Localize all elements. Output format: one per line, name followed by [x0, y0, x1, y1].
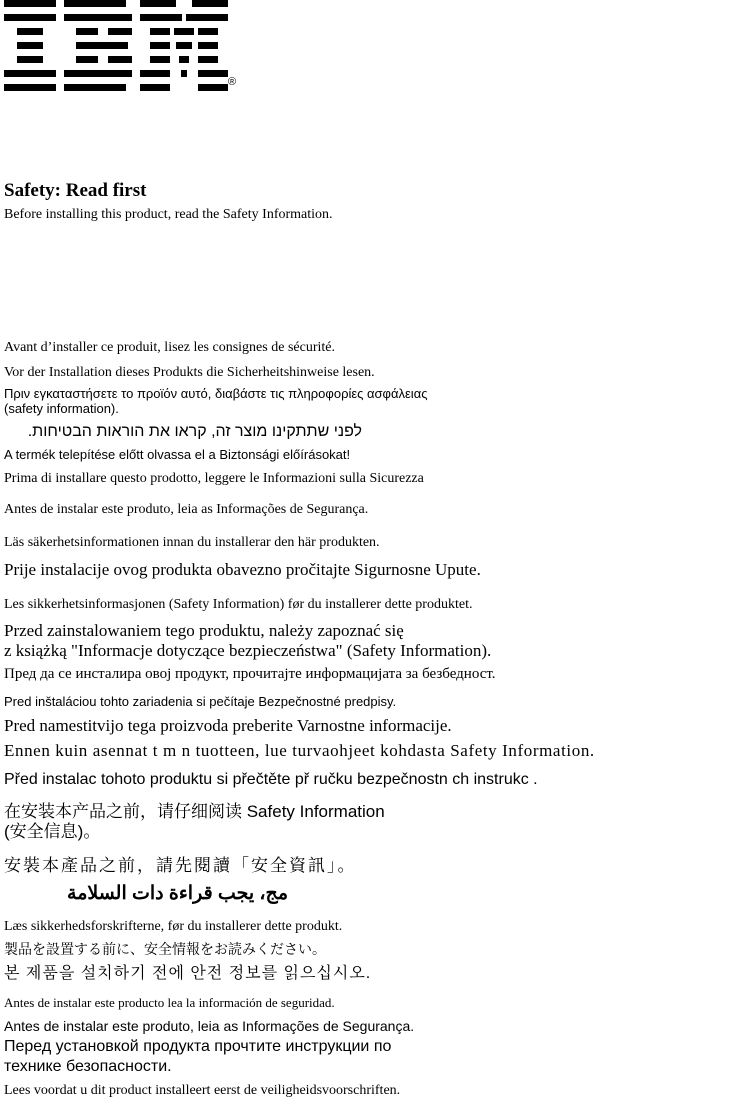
safety-line-no: Les sikkerhetsinformasjonen (Safety Information) før du installerer dette produktet.: [4, 597, 473, 612]
safety-line-zh-hans-1: 在安装本产品之前，请仔细阅读 Safety Information: [4, 802, 385, 821]
safety-line-pl-1: Przed zainstalowaniem tego produktu, należy zapoznać się: [4, 621, 404, 640]
safety-line-es: Antes de instalar este producto lea la información de seguridad.: [4, 995, 335, 1010]
safety-line-he: לפני שתתקינו מוצר זה, קראו את הוראות הבטיחות.: [27, 423, 362, 440]
safety-line-sk: Pred inštaláciou tohto zariadenia si pečítaje Bezpečnostné predpisy.: [4, 694, 397, 709]
safety-line-zh-hant: 安裝本產品之前，請先閱讀「安全資訊」。: [4, 856, 357, 875]
safety-line-pt-br: Antes de instalar este produto, leia as Informações de Segurança.: [4, 1018, 415, 1034]
safety-line-da: Læs sikkerhedsforskrifterne, før du installerer dette produkt.: [4, 919, 343, 934]
safety-line-ru-1: Перед установкой продукта прочтите инструкции по: [4, 1038, 392, 1055]
safety-line-fr: Avant d’installer ce produit, lisez les consignes de sécurité.: [4, 340, 335, 355]
safety-line-ja: 製品を設置する前に、安全情報をお読みください。: [4, 941, 326, 957]
safety-line-nl: Lees voordat u dit product installeert eerst de veiligheidsvoorschriften.: [4, 1083, 401, 1098]
safety-line-mk: Пред да се инсталира овој продукт, прочитајте информацијата за безбедност.: [4, 666, 496, 682]
safety-line-el-2: (safety information).: [4, 401, 119, 416]
safety-line-ko: 본 제품을 설치하기 전에 안전 정보를 읽으십시오.: [4, 965, 372, 982]
safety-line-sl: Pred namestitvijo tega proizvoda preberite Varnostne informacije.: [4, 716, 452, 735]
safety-line-pt: Antes de instalar este produto, leia as Informações de Segurança.: [4, 502, 369, 517]
safety-line-zh-hans-2: (安全信息)。: [4, 822, 101, 841]
safety-line-sv: Läs säkerhetsinformationen innan du installerar den här produkten.: [4, 535, 380, 550]
safety-line-it: Prima di installare questo prodotto, leggere le Informazioni sulla Sicurezza: [4, 471, 424, 486]
safety-line-hu: A termék telepítése előtt olvassa el a Biztonsági előírásokat!: [4, 447, 351, 462]
safety-line-el-1: Πριν εγκαταστήσετε το προϊόν αυτό, διαβάστε τις πληροφορίες ασφάλειας: [4, 386, 428, 401]
safety-line-hr: Prije instalacije ovog produkta obavezno pročitajte Sigurnosne Upute.: [4, 560, 481, 579]
safety-line-ar: مج، يجب قراءة دات السلامة: [67, 883, 288, 904]
safety-line-pl-2: z książką "Informacje dotyczące bezpieczeństwa" (Safety Information).: [4, 641, 492, 660]
page-title: Safety: Read first: [4, 180, 147, 201]
safety-line-ru-2: технике безопасности.: [4, 1058, 172, 1075]
ibm-logo: [4, 0, 236, 92]
intro-text: Before installing this product, read the Safety Information.: [4, 207, 333, 222]
safety-line-de: Vor der Installation dieses Produkts die Sicherheitshinweise lesen.: [4, 365, 375, 380]
safety-line-cs: Před instalac tohoto produktu si přečtěte př ručku bezpečnostn ch instrukc .: [4, 771, 538, 788]
safety-line-fi: Ennen kuin asennat t m n tuotteen, lue turvaohjeet kohdasta Safety Information.: [4, 741, 595, 760]
registered-mark: ®: [228, 76, 237, 88]
